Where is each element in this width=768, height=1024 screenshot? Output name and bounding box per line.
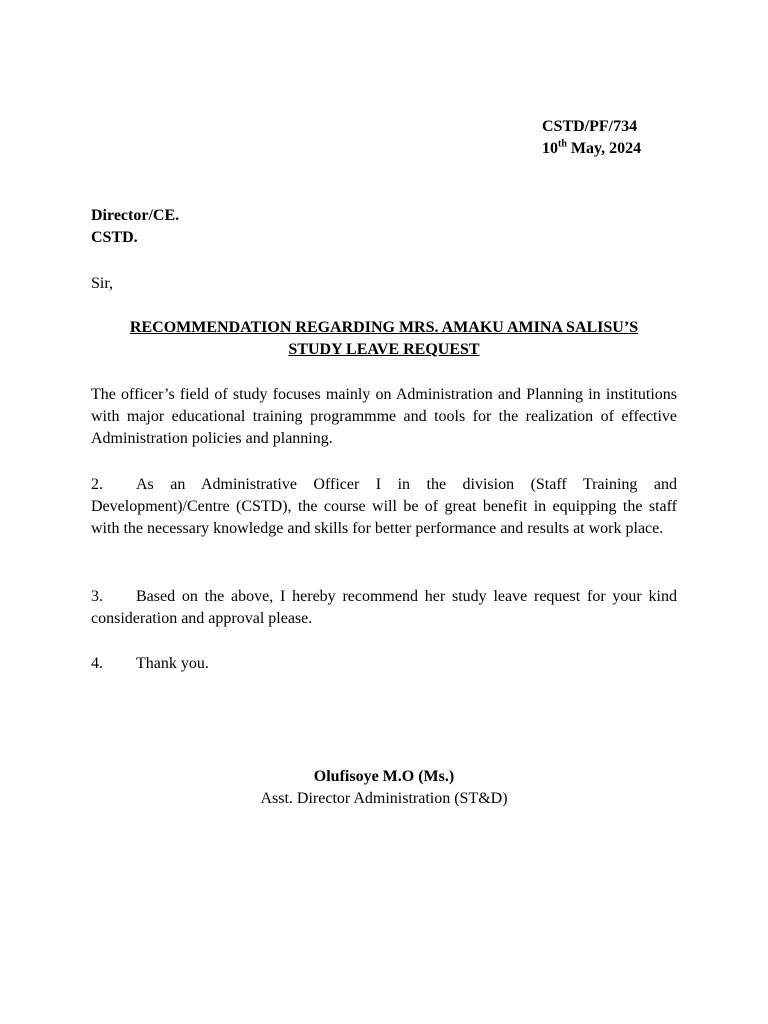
body-paragraph-3 (91, 586, 677, 630)
date-suffix: th (558, 138, 567, 150)
subject-line-2: STUDY LEAVE REQUEST (288, 341, 480, 358)
body-paragraph-4 (91, 653, 677, 675)
reference-block (542, 116, 641, 160)
body-paragraph-1: The officer’s field of study focuses mainly on Administration and Planning in institutions with major educational training programmme and tools for the realization of effective Administration policies and planning. (91, 386, 677, 447)
file-number: CSTD/PF/734 (542, 118, 638, 135)
addressee-block (91, 205, 179, 249)
signatory-title: Asst. Director Administration (ST&D) (260, 790, 508, 807)
signatory-name: Olufisoye M.O (Ms.) (313, 768, 455, 785)
paragraph-text: Based on the above, I hereby recommend her study leave request for your kind consideration and approval please. (91, 588, 677, 627)
addressee-line-2: CSTD. (91, 229, 138, 246)
salutation: Sir, (91, 275, 114, 292)
date-rest: May, 2024 (566, 140, 642, 157)
addressee-line-1: Director/CE. (91, 207, 180, 224)
letter-date (542, 138, 641, 160)
subject-line-1: RECOMMENDATION REGARDING MRS. AMAKU AMINA SALISU’S (129, 319, 639, 336)
paragraph-text: As an Administrative Officer I in the division (Staff Training and Development)/Centre (CSTD), the course will be of great benefit in equipping the staff with the necessary knowledge and skills for better performance and results at work place. (91, 476, 677, 537)
date-day: 10 (542, 140, 558, 157)
paragraph-number: 4. (91, 655, 103, 672)
paragraph-number: 3. (91, 588, 103, 605)
subject-heading (91, 317, 677, 361)
body-paragraph-2 (91, 474, 677, 540)
paragraph-number: 2. (91, 476, 103, 493)
paragraph-text: Thank you. (136, 655, 209, 672)
signature-block (91, 766, 677, 810)
